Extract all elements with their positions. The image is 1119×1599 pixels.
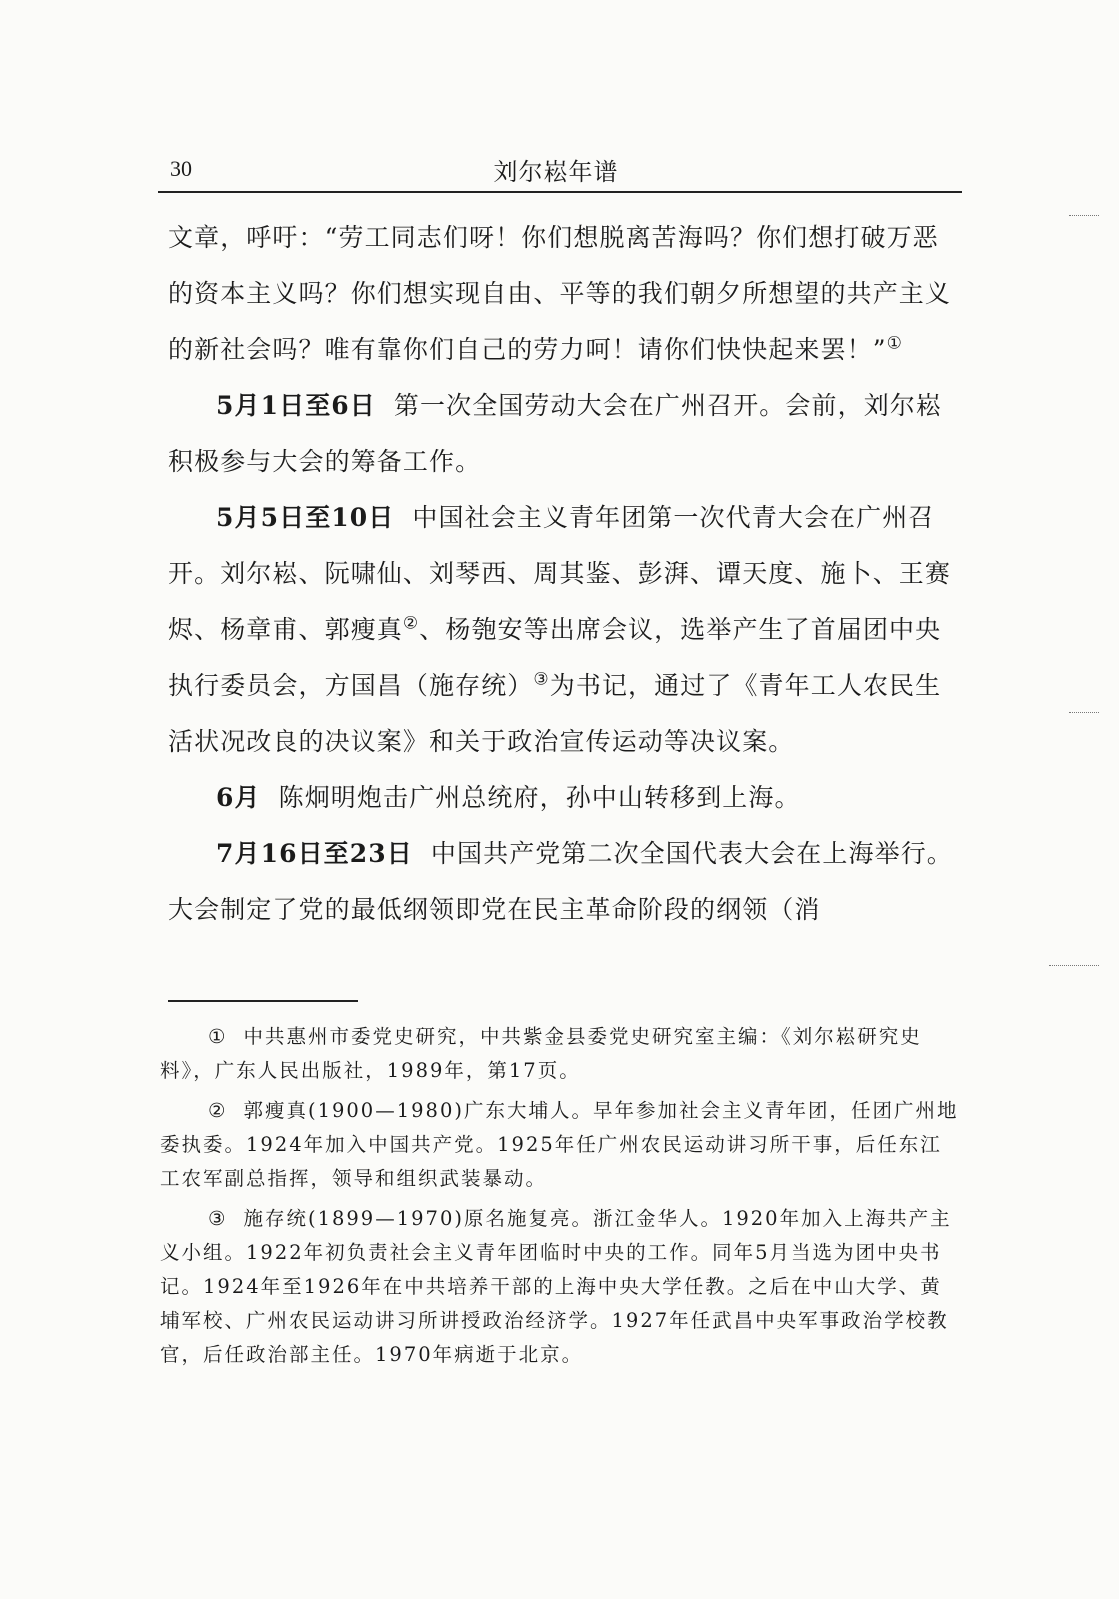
scan-artifact [1049,965,1099,967]
paragraph-text: 为书记，通过了《青年工人农民生活状况改良的决议案》和关于政治宣传运动等决议案。 [168,671,942,756]
footnote-ref-2: ② [402,613,420,634]
entry-date: 7月16日至23日 [216,839,413,868]
footnote-3 [160,1202,960,1372]
header-rule [158,191,962,193]
paragraph-5 [168,826,958,938]
page-header [150,150,962,190]
paragraph-text: 第一次全国劳动大会在广州召开。会前，刘尔崧积极参与大会的筹备工作。 [168,391,942,476]
paragraph-text: 陈炯明炮击广州总统府，孙中山转移到上海。 [278,783,801,812]
footnote-rule [168,1000,358,1002]
footnote-text: 郭瘦真(1900—1980)广东大埔人。早年参加社会主义青年团，任团广州地委执委。1924年加入中国共产党。1925年任广州农民运动讲习所干事，后任东江工农军副总指挥，领导和组织武装暴动。 [160,1099,959,1190]
footnote-text: 施存统(1899—1970)原名施复亮。浙江金华人。1920年加入上海共产主义小组。1922年初负责社会主义青年团临时中央的工作。同年5月当选为团中央书记。1924年至1926年在中共培养干部的上海中央大学任教。之后在中山大学、黄埔军校、广州农民运动讲习所讲授政治经济学。1927年任武昌中央军事政治学校教官，后任政治部主任。1970年病逝于北京。 [160,1207,952,1366]
footnote-1 [160,1020,960,1088]
page-number: 30 [170,156,192,181]
paragraph-2 [168,378,958,490]
footnote-ref-1: ① [886,333,903,354]
paragraph-4 [168,770,958,826]
paragraph-text: 、杨匏安等出席会议，选举产生了首届团中央执行委员会，方国昌（施存统） [168,615,942,700]
scan-artifact [1069,712,1099,714]
main-text [168,210,958,938]
paragraph-3 [168,490,958,770]
footnote-text: 中共惠州市委党史研究，中共紫金县委党史研究室主编：《刘尔崧研究史料》，广东人民出版社，1989年，第17页。 [160,1025,922,1082]
entry-date: 6月 [216,783,261,812]
footnote-mark: ② [208,1099,228,1122]
paragraph-text: 中国共产党第二次全国代表大会在上海举行。大会制定了党的最低纲领即党在民主革命阶段的纲领（消 [168,839,953,924]
paragraph-text: 文章，呼吁：“劳工同志们呀！你们想脱离苦海吗？你们想打破万恶的资本主义吗？你们想实现自由、平等的我们朝夕所想望的共产主义的新社会吗？唯有靠你们自己的劳力呵！请你们快快起来罢！” [168,223,952,364]
footnote-2 [160,1094,960,1196]
entry-date: 5月5日至10日 [216,503,395,532]
running-title: 刘尔崧年谱 [493,158,619,186]
paragraph-text: 中国社会主义青年团第一次代青大会在广州召开。刘尔崧、阮啸仙、刘琴西、周其鉴、彭湃、谭天度、施卜、王赛烬、杨章甫、郭瘦真 [168,503,952,644]
footnote-mark: ③ [208,1207,228,1230]
footnote-mark: ① [208,1025,228,1048]
scan-artifact [1069,215,1099,217]
footnote-ref-3: ③ [533,669,550,690]
footnotes [160,1020,960,1378]
entry-date: 5月1日至6日 [216,391,376,420]
paragraph-1 [168,210,958,378]
